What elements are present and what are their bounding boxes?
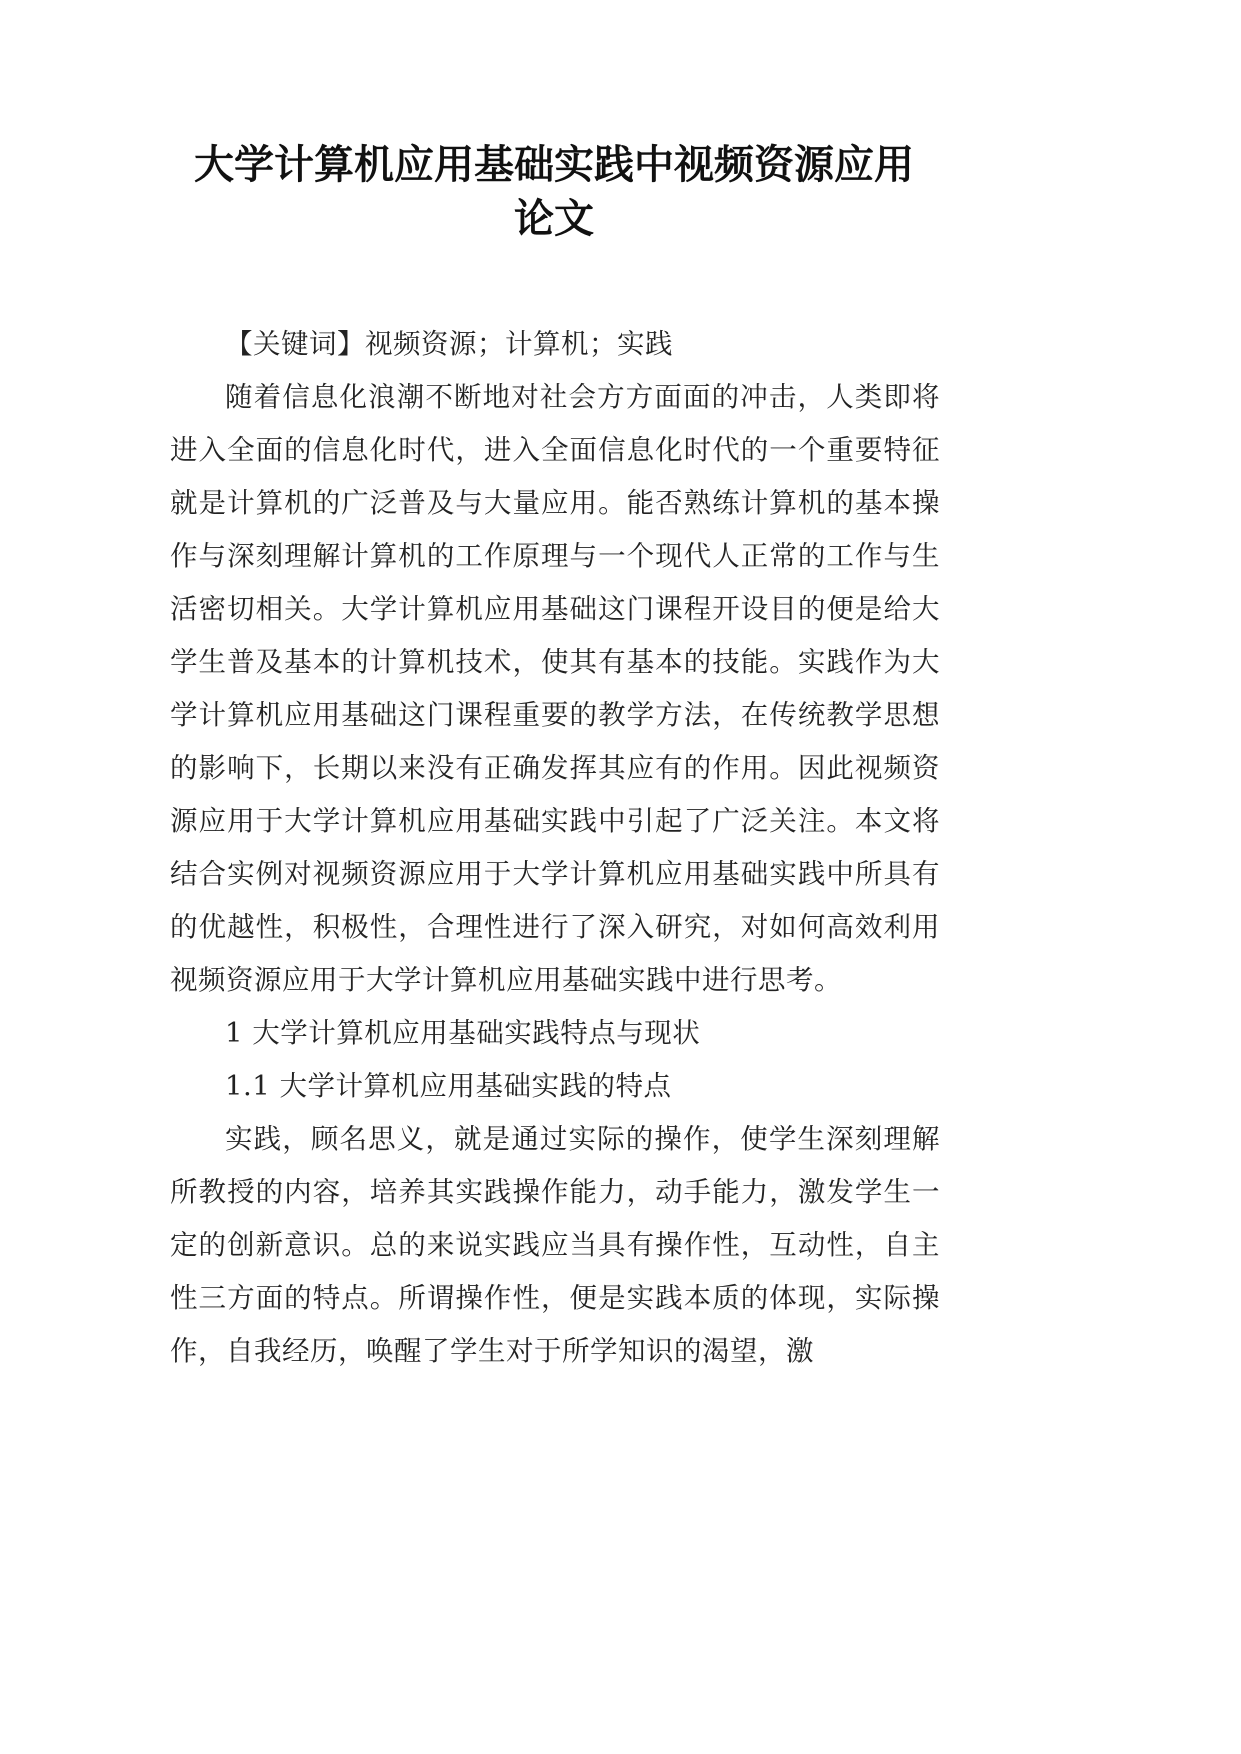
body-paragraph-intro: 随着信息化浪潮不断地对社会方方面面的冲击，人类即将进入全面的信息化时代，进入全面信息化时代的一个重要特征就是计算机的广泛普及与大量应用。能否熟练计算机的基本操作与深刻理解计算机的工作原理与一个现代人正常的工作与生活密切相关。大学计算机应用基础这门课程开设目的便是给大学生普及基本的计算机技术，使其有基本的技能。实践作为大学计算机应用基础这门课程重要的教学方法，在传统教学思想的影响下，长期以来没有正确发挥其应有的作用。因此视频资源应用于大学计算机应用基础实践中引起了广泛关注。本文将结合实例对视频资源应用于大学计算机应用基础实践中所具有的优越性，积极性，合理性进行了深入研究，对如何高效利用视频资源应用于大学计算机应用基础实践中进行思考。 — [170, 381, 940, 996]
section-heading-1-1: 1.1 大学计算机应用基础实践的特点 — [225, 1070, 672, 1102]
document-body — [170, 318, 940, 1378]
body-paragraph-practice: 实践，顾名思义，就是通过实际的操作，使学生深刻理解所教授的内容，培养其实践操作能力，动手能力，激发学生一定的创新意识。总的来说实践应当具有操作性，互动性，自主性三方面的特点。所谓操作性，便是实践本质的体现，实际操作，自我经历，唤醒了学生对于所学知识的渴望，激 — [170, 1123, 940, 1367]
title-line-2: 论文 — [514, 196, 594, 242]
document-title — [170, 138, 938, 246]
keywords-line: 【关键词】视频资源；计算机；实践 — [225, 328, 673, 360]
title-line-1: 大学计算机应用基础实践中视频资源应用 — [194, 142, 914, 188]
section-heading-1: 1 大学计算机应用基础实践特点与现状 — [225, 1017, 701, 1049]
